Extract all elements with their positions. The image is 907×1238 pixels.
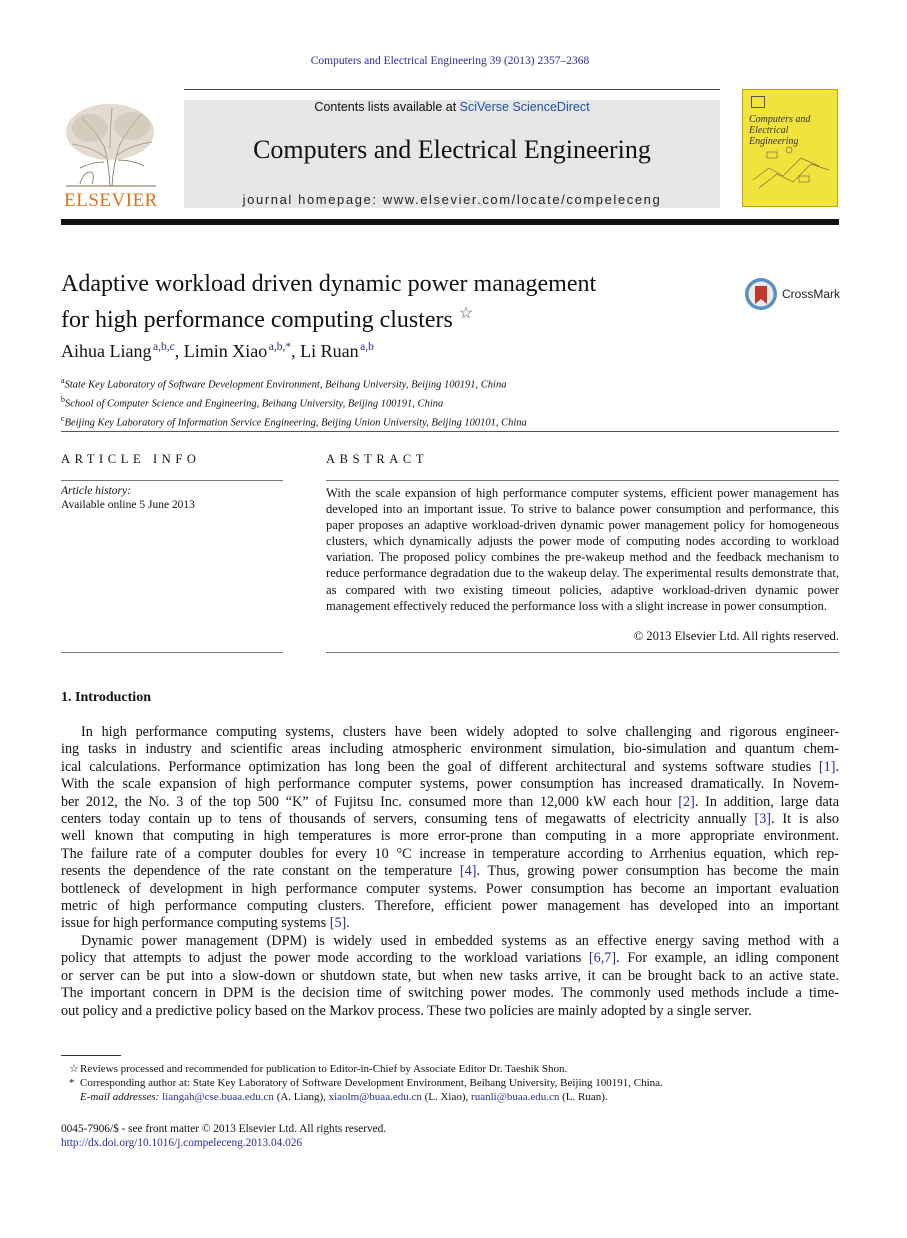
body-text-segment: resents the dependence of the rate constant on the temperature [61,863,460,880]
header-thick-rule [61,219,839,225]
title-line-2: for high performance computing clusters [61,307,453,333]
abstract-heading: ABSTRACT [326,452,429,466]
affiliation-text: Beijing Key Laboratory of Information Service Engineering, Beijing Union University, Beijing 100101, China [64,417,527,429]
body-line [61,968,839,985]
body-text-segment: ing tasks in industry and scientific areas including atmospheric environment simulation, bio-simulation and quantum chem- [61,741,839,758]
email-owner: (L. Xiao), [421,1091,472,1104]
front-matter [61,1122,386,1151]
body-text-segment: In high performance computing systems, clusters have been widely adopted to solve challenging and rigorous engineer- [81,724,839,740]
affiliations [61,374,527,430]
author-affil-marks[interactable]: a,b,* [268,341,292,353]
author-affil-marks[interactable]: a,b,c [153,341,175,353]
body-line [61,1003,839,1020]
footnotes [61,1062,839,1105]
body-text-segment: . For example, an idling component [616,950,839,967]
title-line-1: Adaptive workload driven dynamic power management [61,271,597,297]
contents-prefix: Contents lists available at [314,100,460,114]
footnote-corresponding-text: Corresponding author at: State Key Laboratory of Software Development Environment, Beihang University, Beijing 100191, China. [80,1077,663,1090]
paragraph-1 [61,724,839,933]
author-name[interactable]: Limin Xiao [183,341,268,361]
footnote-corresponding [61,1076,839,1090]
crossmark-label: CrossMark [782,287,841,301]
elsevier-wordmark: ELSEVIER [64,190,158,210]
body-line [61,828,839,845]
paragraph-2 [61,933,839,1020]
email-label: E-mail addresses: [80,1091,163,1104]
article-title [61,270,701,335]
email-owner: (L. Ruan). [559,1091,608,1104]
body-text-segment: . It is also [771,811,840,828]
abstract-copyright: © 2013 Elsevier Ltd. All rights reserved. [633,629,839,643]
body-text-segment: The failure rate of a computer doubles for every 10 °C increase in temperature according to Arrhenius equation, which rep- [61,845,839,862]
abstract-text: With the scale expansion of high performance computer systems, efficient power management has developed into an important issue. To strive to balance power consumption and performance, this paper proposes an adaptive workload-driven dynamic power management policy for homogeneous clusters, which dynamically adjusts the power mode of computing nodes according to workload variation. The proposed policy combines the pre-wakeup method and the feedback mechanism to reduce performance degradation due to the wakeup delay. The experimental results demonstrate that, as compared with two existing timeout policies, adaptive workload-driven dynamic power management effectively reduced the performance loss with a slight increase in power consumption. [326,486,839,613]
article-history-label: Article history: [61,485,131,497]
author-name[interactable]: Aihua Liang [61,341,152,361]
citation-link[interactable]: [3] [754,811,772,828]
body-line [61,794,839,811]
author-affil-marks[interactable]: a,b [360,341,374,353]
affiliation-text: School of Computer Science and Engineering, Beihang University, Beijing 100191, China [65,398,444,410]
email-link[interactable]: liangah@cse.buaa.edu.cn [162,1091,274,1104]
body-text-segment: metric of high performance computing clusters. Therefore, efficient power management has developed into an important [61,898,839,915]
article-info-rule [61,480,283,481]
affiliation-b [61,393,527,412]
body-text-segment: policy that attempts to adjust the power mode according to the workload variations [61,950,589,967]
sciencedirect-link[interactable]: SciVerse ScienceDirect [459,100,590,114]
introduction-body [61,724,839,1020]
author-name[interactable]: Li Ruan [300,341,359,361]
footnote-star-mark: ☆ [69,1063,79,1075]
abstract-rule [326,480,839,481]
footnote-emails [61,1090,839,1104]
body-line [61,863,839,880]
affiliation-mark: b [61,394,65,404]
article-info-bottom-rule [61,652,283,653]
footnote-rule [61,1055,121,1056]
author-separator: , [291,341,301,361]
body-line [61,933,839,950]
body-text-segment: The important concern in DPM is the decision time of switching power modes. The commonly used methods include a time- [61,985,839,1002]
article-history-value: Available online 5 June 2013 [61,499,195,511]
elsevier-tree-logo [60,98,162,210]
abstract-bottom-rule [326,652,839,653]
body-line [61,846,839,863]
footnote-review [61,1062,839,1076]
body-line [61,759,839,776]
affiliation-mark: c [61,413,65,423]
body-line [61,985,839,1002]
body-text-segment: . [346,915,350,932]
email-link[interactable]: ruanli@buaa.edu.cn [471,1091,560,1104]
footnote-asterisk-mark: * [69,1077,75,1090]
affiliation-rule [61,431,839,432]
body-text-segment: ber 2012, the No. 3 of the top 500 “K” of Fujitsu Inc. consumed more than 12,000 kW each hour [61,793,679,810]
body-text-segment: With the scale expansion of high performance computer systems, power consumption has increased dramatically. In Novem- [61,776,839,793]
body-text-segment: Dynamic power management (DPM) is widely used in embedded systems as an effective energy saving method with a [81,932,839,949]
title-footnote-star[interactable]: ☆ [458,305,474,322]
body-line [61,724,839,741]
journal-cover-thumbnail[interactable] [742,89,838,207]
affiliation-text: State Key Laboratory of Software Development Environment, Beihang University, Beijing 100191, China [64,379,507,391]
body-text-segment: . In addition, large data [694,793,840,810]
affiliation-mark: a [61,376,65,385]
author-list [61,341,374,362]
crossmark-badge[interactable] [744,277,844,311]
cover-title: Computers and Electrical Engineering [749,114,811,147]
issn-line: 0045-7906/$ - see front matter © 2013 Elsevier Ltd. All rights reserved. [61,1123,387,1135]
body-text-segment: or server can be put into a slow-down or shutdown state, but when new tasks arrive, it can be brought back to an active state. [61,967,839,984]
header-rule [184,89,720,90]
journal-citation[interactable]: Computers and Electrical Engineering 39 (2013) 2357–2368 [310,55,590,67]
body-text-segment: . Thus, growing power consumption has become the main [476,863,840,880]
body-line [61,915,839,932]
body-line [61,776,839,793]
body-text-segment: issue for high performance computing systems [61,915,330,932]
section-heading-introduction: 1. Introduction [61,690,151,705]
body-text-segment: bottleneck of development in high performance computer systems. Power consumption has become an important evaluation [61,880,839,897]
contents-line [184,100,720,114]
footnote-review-text: Reviews processed and recommended for publication to Editor-in-Chief by Associate Editor Dr. Taeshik Shon. [80,1063,568,1075]
body-text-segment: ical calculations. Performance optimization has long been the goal of different architectural and systems software studies [61,758,819,775]
email-link[interactable]: xiaolm@buaa.edu.cn [328,1091,422,1104]
body-text-segment: . [835,758,839,775]
citation-link[interactable]: [1] [818,758,836,775]
cover-circuit-graphic [749,140,833,192]
body-line [61,898,839,915]
citation-link[interactable]: [2] [678,793,695,810]
citation-link[interactable]: [4] [459,863,477,880]
body-line [61,950,839,967]
doi-link[interactable]: http://dx.doi.org/10.1016/j.compeleceng.2013.04.026 [61,1137,303,1150]
journal-homepage[interactable]: journal homepage: www.elsevier.com/locate/compeleceng [242,192,662,207]
body-line [61,881,839,898]
author-separator: , [174,341,184,361]
body-text-segment: out policy and a predictive policy based on the Markov process. These two policies are mainly adopted by a single server. [61,1002,752,1019]
body-line [61,811,839,828]
citation-link[interactable]: [6,7] [588,950,617,967]
citation-link[interactable]: [5] [329,915,347,932]
crossmark-icon [744,277,778,311]
affiliation-c [61,412,527,431]
email-owner: (A. Liang), [273,1091,329,1104]
cover-logo-icon [751,96,765,108]
journal-name: Computers and Electrical Engineering [253,135,651,164]
article-info-heading: ARTICLE INFO [61,452,201,466]
body-line [61,741,839,758]
body-text-segment: centers today contain up to tens of thousands of servers, consuming tens of megawatts of electricity annually [61,811,755,828]
affiliation-a [61,374,527,393]
body-text-segment: well known that computing in high temperatures is more error-prone than computing in a more appropriate environment. [61,828,839,845]
